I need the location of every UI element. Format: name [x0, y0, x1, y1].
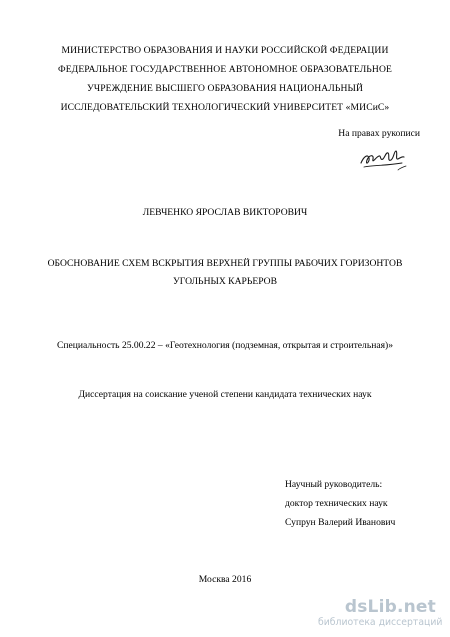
header-line: ФЕДЕРАЛЬНОЕ ГОСУДАРСТВЕННОЕ АВТОНОМНОЕ ОБРАЗОВАТЕЛЬНОЕ: [58, 64, 392, 75]
supervisor-block: [285, 475, 395, 532]
supervisor-name: Супрун Валерий Иванович: [285, 517, 396, 528]
watermark-brand: dsLib.net: [344, 597, 436, 617]
city-year: Москва 2016: [198, 574, 252, 585]
dslib-watermark: [318, 597, 443, 629]
degree-statement: Диссертация на соискание ученой степени кандидата технических наук: [78, 389, 372, 400]
supervisor-role: Научный руководитель:: [285, 479, 383, 490]
institution-header: [40, 41, 410, 117]
title-line: УГОЛЬНЫХ КАРЬЕРОВ: [173, 276, 277, 287]
header-line: УЧРЕЖДЕНИЕ ВЫСШЕГО ОБРАЗОВАНИЯ НАЦИОНАЛЬНЫЙ: [86, 83, 364, 94]
specialty-line: Специальность 25.00.22 – «Геотехнология (подземная, открытая и строительная)»: [56, 340, 393, 351]
handwritten-signature: [358, 148, 408, 174]
author-name: ЛЕВЧЕНКО ЯРОСЛАВ ВИКТОРОВИЧ: [142, 207, 308, 218]
dissertation-title: [35, 255, 415, 291]
title-line: ОБОСНОВАНИЕ СХЕМ ВСКРЫТИЯ ВЕРХНЕЙ ГРУППЫ РАБОЧИХ ГОРИЗОНТОВ: [47, 258, 403, 269]
supervisor-degree: доктор технических наук: [285, 498, 388, 509]
header-line: МИНИСТЕРСТВО ОБРАЗОВАНИЯ И НАУКИ РОССИЙСКОЙ ФЕДЕРАЦИИ: [61, 45, 389, 56]
header-line: ИССЛЕДОВАТЕЛЬСКИЙ ТЕХНОЛОГИЧЕСКИЙ УНИВЕРСИТЕТ «МИСиС»: [60, 102, 390, 113]
watermark-subtitle: библиотека диссертаций: [318, 617, 443, 628]
manuscript-rights-note: На правах рукописи: [338, 128, 420, 139]
